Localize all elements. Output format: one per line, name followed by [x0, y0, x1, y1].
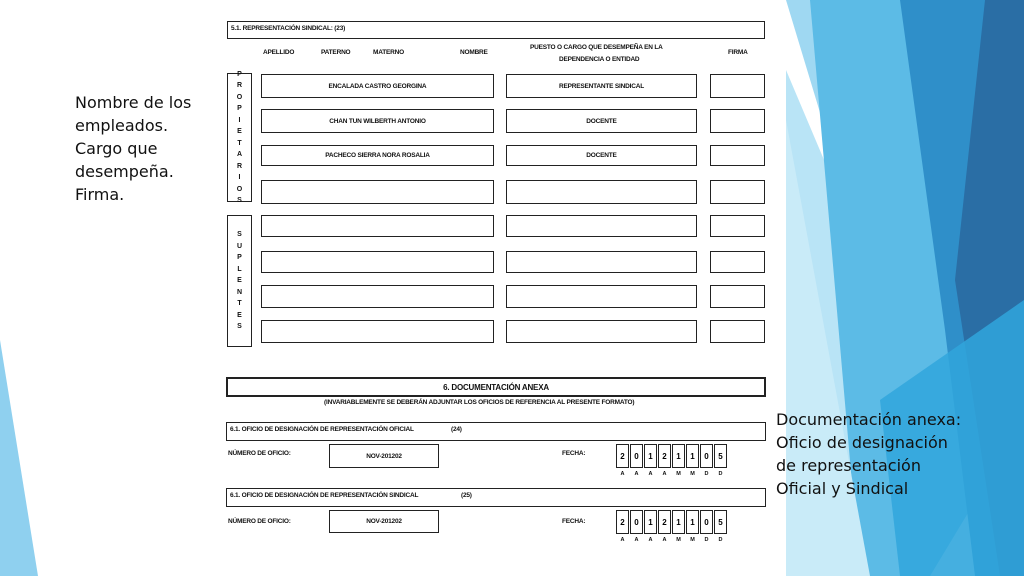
oficio-oficial-ref: (24)	[451, 426, 462, 433]
vertical-letter: O	[236, 93, 243, 101]
right-caption	[776, 408, 961, 500]
suplente-nombre	[262, 321, 493, 342]
form-document	[218, 0, 786, 576]
fecha-format-letter: M	[676, 471, 681, 477]
oficio-sindical-header	[226, 488, 766, 507]
col-puesto-line2: DEPENDENCIA O ENTIDAD	[559, 56, 640, 63]
suplente-firma-field[interactable]	[710, 251, 765, 273]
propietario-puesto-field[interactable]	[506, 145, 697, 166]
fecha-digit-box[interactable]: 1	[672, 510, 685, 534]
vertical-letter: U	[236, 242, 243, 250]
propietario-puesto-field[interactable]	[506, 74, 697, 98]
suplente-puesto-field[interactable]	[506, 251, 697, 273]
fecha-digit-box[interactable]: 2	[658, 510, 671, 534]
fecha-digit-box[interactable]: 1	[644, 510, 657, 534]
fecha-format-letter: A	[648, 537, 653, 543]
propietario-nombre	[262, 181, 493, 203]
vertical-letter: O	[236, 185, 243, 193]
vertical-letter: A	[236, 151, 243, 158]
fecha-digit-box[interactable]: 0	[700, 444, 713, 468]
vertical-letter: E	[237, 128, 242, 135]
col-apellido: APELLIDO	[263, 49, 295, 56]
propietario-puesto-field[interactable]	[506, 180, 697, 204]
propietarios-side-label	[227, 70, 252, 204]
right-caption-line: Documentación anexa:	[776, 410, 962, 429]
vertical-letter: L	[237, 265, 242, 273]
fecha-digit-box[interactable]: 1	[672, 444, 685, 468]
vertical-letter: I	[238, 116, 241, 124]
oficio-sindical-title: 6.1. OFICIO DE DESIGNACIÓN DE REPRESENTACIÓN SINDICAL	[230, 492, 419, 499]
right-caption-line: Oficial y Sindical	[776, 479, 909, 498]
suplente-nombre-field[interactable]	[261, 215, 494, 237]
vertical-letter: T	[237, 139, 242, 147]
suplente-firma-field[interactable]	[710, 320, 765, 343]
oficio-sindical-numero-field[interactable]	[329, 510, 439, 533]
vertical-letter: S	[237, 231, 242, 239]
propietario-nombre-field[interactable]	[261, 109, 494, 133]
vertical-letter: R	[236, 82, 243, 89]
fecha-format-letter: A	[662, 471, 667, 477]
fecha-digit-box[interactable]: 5	[714, 510, 727, 534]
suplente-puesto	[507, 286, 696, 307]
fecha-digit-box[interactable]: 2	[616, 444, 629, 468]
suplente-nombre	[262, 216, 493, 236]
vertical-letter: S	[237, 197, 242, 204]
fecha-format-letter: A	[634, 471, 639, 477]
suplente-puesto	[507, 252, 696, 272]
propietario-firma-field[interactable]	[710, 109, 765, 133]
left-caption	[75, 91, 191, 206]
left-caption-line: Nombre de los	[75, 93, 192, 112]
fecha-digit-box[interactable]: 2	[658, 444, 671, 468]
suplente-firma-field[interactable]	[710, 215, 765, 237]
oficio-oficial-numero-label: NÚMERO DE OFICIO:	[228, 450, 291, 457]
propietario-firma-field[interactable]	[710, 145, 765, 166]
propietario-puesto: DOCENTE	[586, 152, 617, 159]
fecha-format-letter: M	[690, 537, 695, 543]
propietario-puesto-field[interactable]	[506, 109, 697, 133]
suplente-nombre-field[interactable]	[261, 320, 494, 343]
propietario-nombre-field[interactable]	[261, 74, 494, 98]
section-6-subtitle: (INVARIABLEMENTE SE DEBERÁN ADJUNTAR LOS OFICIOS DE REFERENCIA AL PRESENTE FORMATO)	[324, 399, 635, 406]
propietario-nombre: CHAN TUN WILBERTH ANTONIO	[329, 117, 426, 125]
fecha-digit-box[interactable]: 0	[630, 444, 643, 468]
fecha-format-letter: D	[704, 537, 709, 543]
vertical-letter: I	[238, 174, 241, 181]
propietario-firma	[711, 110, 764, 132]
section-6-title: 6. DOCUMENTACIÓN ANEXA	[443, 382, 549, 392]
fecha-digit-box[interactable]: 1	[686, 444, 699, 468]
col-puesto-line1: PUESTO O CARGO QUE DESEMPEÑA EN LA	[530, 44, 663, 51]
propietario-nombre-field[interactable]	[261, 180, 494, 204]
oficio-sindical-numero-label: NÚMERO DE OFICIO:	[228, 518, 291, 525]
propietario-firma	[711, 146, 764, 165]
oficio-sindical-fecha-field[interactable]	[616, 510, 726, 548]
vertical-letter: S	[237, 323, 242, 331]
propietario-firma	[711, 181, 764, 203]
oficio-oficial-numero-field[interactable]	[329, 444, 439, 468]
propietario-puesto: REPRESENTANTE SINDICAL	[558, 82, 645, 90]
oficio-oficial-title: 6.1. OFICIO DE DESIGNACIÓN DE REPRESENTACIÓN OFICIAL	[230, 426, 414, 433]
vertical-letter: N	[236, 288, 243, 296]
right-caption-line: Oficio de designación	[776, 433, 948, 452]
fecha-format-letter: M	[690, 471, 695, 477]
oficio-oficial-header	[226, 422, 766, 441]
suplente-firma	[711, 286, 764, 307]
vertical-letter: P	[237, 254, 242, 262]
oficio-sindical-fecha-label: FECHA:	[562, 518, 586, 525]
suplente-firma	[711, 216, 764, 236]
left-caption-line: desempeña.	[75, 162, 174, 181]
col-paterno: PATERNO	[321, 49, 351, 56]
suplentes-side-label	[227, 215, 252, 347]
oficio-oficial-fecha-label: FECHA:	[562, 450, 586, 457]
suplente-puesto-field[interactable]	[506, 320, 697, 343]
fecha-digit-box[interactable]: 5	[714, 444, 727, 468]
left-caption-line: Cargo que	[75, 139, 158, 158]
propietario-firma	[711, 75, 764, 97]
suplente-firma	[711, 252, 764, 272]
suplente-puesto-field[interactable]	[506, 215, 697, 237]
fecha-format-letter: D	[704, 471, 709, 477]
suplentes-vertical-text	[228, 226, 251, 336]
vertical-letter: E	[237, 311, 242, 319]
suplente-firma-field[interactable]	[710, 285, 765, 308]
propietario-puesto	[507, 181, 696, 203]
fecha-format-letter: A	[648, 471, 653, 477]
fecha-digit-box[interactable]: 1	[644, 444, 657, 468]
col-materno: MATERNO	[373, 49, 404, 56]
suplente-nombre	[262, 252, 493, 272]
propietario-nombre: ENCALADA CASTRO GEORGINA	[328, 82, 427, 90]
fecha-format-letter: A	[620, 471, 625, 477]
suplente-puesto	[507, 216, 696, 236]
section-5-1-title: 5.1. REPRESENTACIÓN SINDICAL: (23)	[231, 25, 346, 32]
left-caption-line: empleados.	[75, 116, 169, 135]
fecha-format-letter: A	[620, 537, 625, 543]
suplente-puesto	[507, 321, 696, 342]
vertical-letter: P	[237, 70, 242, 78]
oficio-sindical-numero-value: NOV-201202	[366, 518, 402, 525]
propietario-nombre: PACHECO SIERRA NORA ROSALIA	[325, 152, 430, 159]
suplente-firma	[711, 321, 764, 342]
oficio-sindical-ref: (25)	[461, 492, 472, 499]
fecha-format-letter: D	[718, 537, 723, 543]
fecha-digit-box[interactable]: 2	[616, 510, 629, 534]
fecha-format-letter: A	[662, 537, 667, 543]
fecha-format-letter: M	[676, 537, 681, 543]
col-firma: FIRMA	[728, 49, 748, 56]
suplente-nombre-field[interactable]	[261, 251, 494, 273]
suplente-nombre-field[interactable]	[261, 285, 494, 308]
vertical-letter: E	[237, 277, 242, 285]
vertical-letter: T	[237, 300, 242, 308]
col-nombre: NOMBRE	[460, 49, 488, 56]
vertical-letter: P	[237, 105, 242, 112]
propietario-puesto: DOCENTE	[586, 117, 617, 125]
right-caption-line: de representación	[776, 456, 921, 475]
fecha-digit-box[interactable]: 1	[686, 510, 699, 534]
propietario-firma-field[interactable]	[710, 180, 765, 204]
fecha-format-letter: D	[718, 471, 723, 477]
fecha-format-letter: A	[634, 537, 639, 543]
fecha-digit-box[interactable]: 0	[700, 510, 713, 534]
propietario-firma-field[interactable]	[710, 74, 765, 98]
propietario-nombre-field[interactable]	[261, 145, 494, 166]
suplente-nombre	[262, 286, 493, 307]
propietarios-vertical-text	[228, 70, 251, 204]
suplente-puesto-field[interactable]	[506, 285, 697, 308]
section-5-1-header	[227, 21, 765, 39]
fecha-digit-box[interactable]: 0	[630, 510, 643, 534]
section-6-header	[226, 377, 766, 397]
oficio-oficial-numero-value: NOV-201202	[366, 452, 402, 460]
oficio-oficial-fecha-field[interactable]	[616, 444, 726, 482]
left-caption-line: Firma.	[75, 185, 125, 204]
vertical-letter: R	[236, 162, 243, 170]
left-accent-shape	[0, 340, 38, 576]
